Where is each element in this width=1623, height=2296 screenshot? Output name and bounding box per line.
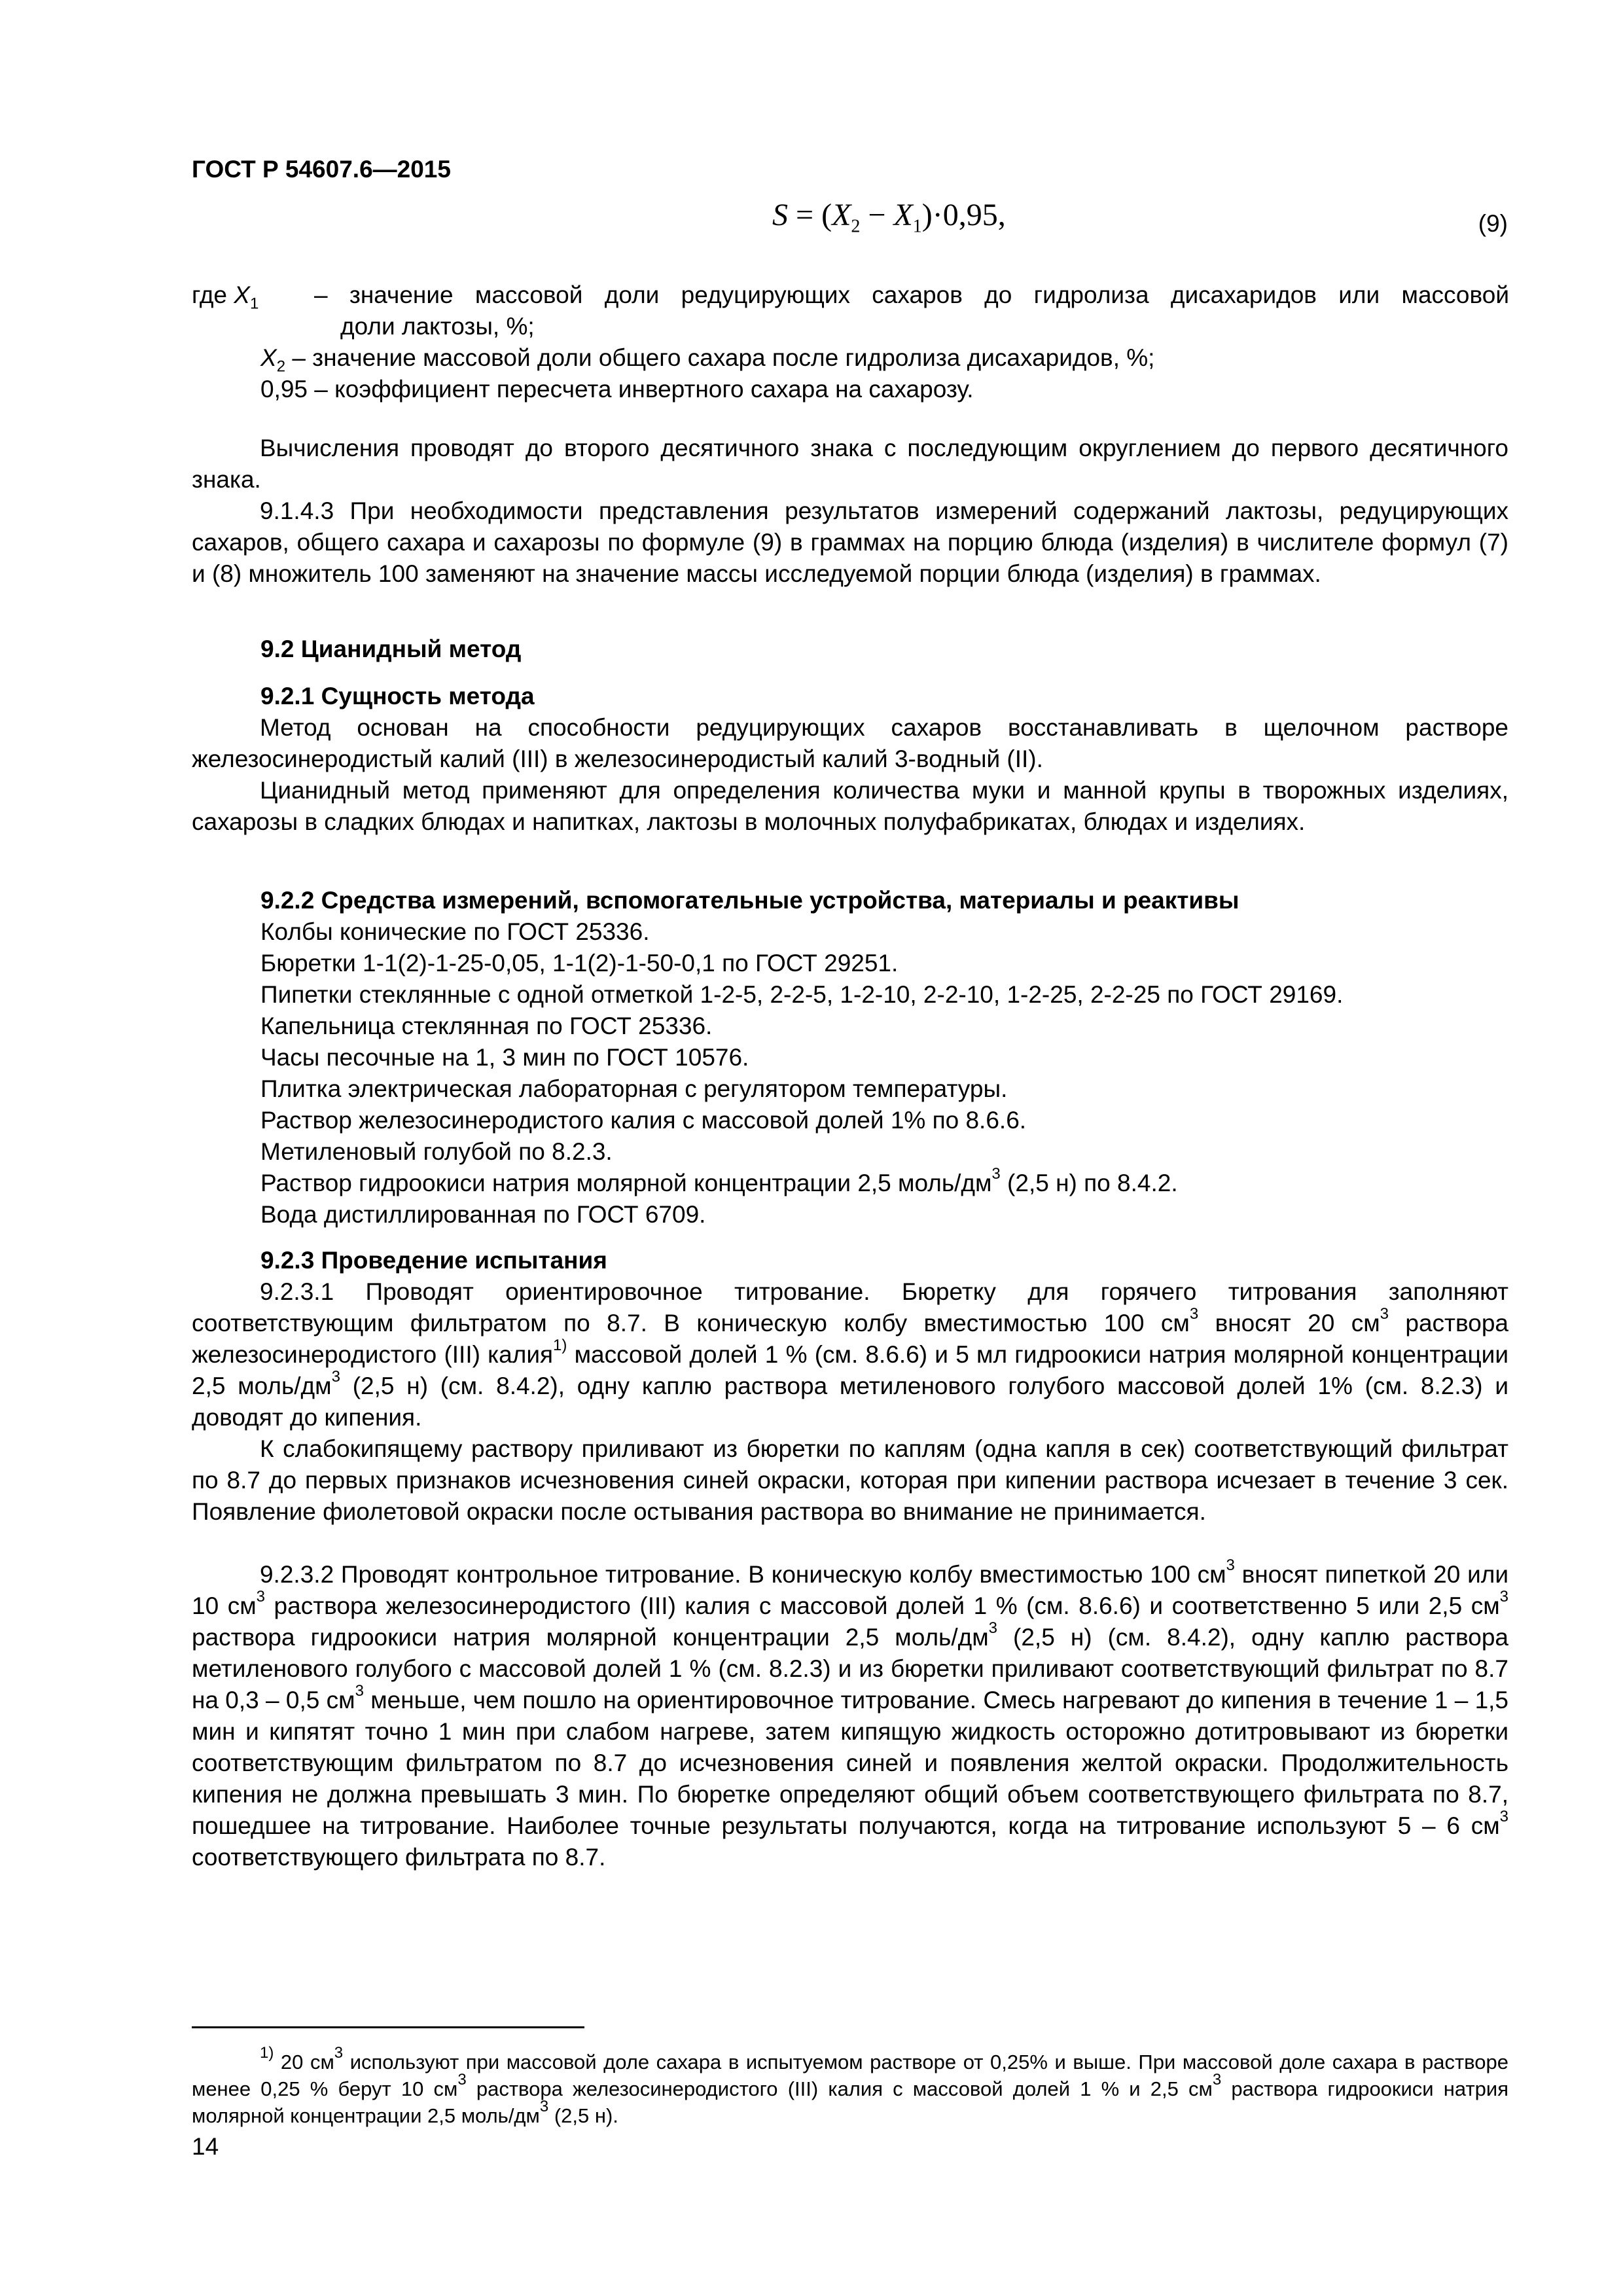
p9232-d: раствора гидроокиси натрия молярной концентрации 2,5 моль/дм — [192, 1624, 989, 1651]
naoh-text-b: (2,5 н) по 8.4.2. — [1000, 1170, 1178, 1196]
formula-open: ( — [821, 198, 832, 232]
formula-eq: = — [788, 198, 822, 232]
footnote-a: 20 см — [274, 2051, 334, 2073]
p9232-sup: 3 — [988, 1619, 997, 1637]
naoh-sup: 3 — [991, 1164, 1001, 1183]
footnote-d: раствора гидроокиси натрия молярной концентрации 2,5 моль/дм — [192, 2077, 1508, 2127]
footnote — [192, 2043, 1508, 2129]
p9231-sup: 3 — [1380, 1304, 1389, 1323]
p9232-e: (2,5 н) (см. 8.4.2), одну каплю раствора метиленового голубого с массовой долей 1 % (см. 8.2.3) и из бюретки приливают соответствующий фильтрат по 8.7 на 0,3 – 0,5 см — [192, 1624, 1508, 1713]
where-x2-symbol: X — [260, 344, 277, 371]
where-x1-desc: – значение массовой доли редуцирующих сахаров до гидролиза дисахаридов или массовой — [314, 281, 1509, 308]
heading-9-2-3: 9.2.3 Проведение испытания — [260, 1247, 607, 1274]
paragraph-9-1-4-3: 9.1.4.3 При необходимости представления результатов измерений содержаний лактозы, редуцирующих сахаров, общего сахара и сахарозы по формуле (9) в граммах на порцию блюда (изделия) в числителе формул (7) и (8) множитель 100 заменяют на значение массы исследуемой порции блюда (изделия) в граммах. — [192, 497, 1508, 587]
p9232-sup: 3 — [1499, 1807, 1508, 1825]
p9232-sup: 3 — [1499, 1587, 1508, 1605]
p9232-a: 9.2.3.2 Проводят контрольное титрование. В коническую колбу вместимостью 100 см — [260, 1561, 1226, 1588]
equipment-item-water: Вода дистиллированная по ГОСТ 6709. — [260, 1201, 706, 1228]
where-intro — [192, 279, 259, 319]
p9231-sup: 3 — [1189, 1304, 1199, 1323]
p9232-c: раствора железосинеродистого (III) калия с массовой долей 1 % (см. 8.6.6) и соответственно 5 или 2,5 см — [265, 1592, 1500, 1619]
where-x2-sub: 2 — [276, 357, 286, 376]
formula-x1-sub: 1 — [912, 216, 922, 237]
heading-9-2-1: 9.2.1 Сущность метода — [260, 683, 535, 709]
equipment-item: Пипетки стеклянные с одной отметкой 1-2-5, 2-2-5, 1-2-10, 2-2-10, 1-2-25, 2-2-25 по ГОСТ 29169. — [260, 981, 1344, 1008]
where-x2-desc: – значение массовой доли общего сахара после гидролиза дисахаридов, %; — [292, 344, 1155, 371]
p9231-d: массовой долей 1 % (см. 8.6.6) и 5 мл гидроокиси натрия молярной концентрации 2,5 моль/дм — [192, 1341, 1508, 1399]
where-intro-text: где — [192, 281, 228, 308]
formula-close: ) — [921, 198, 933, 232]
equipment-item: Метиленовый голубой по 8.2.3. — [260, 1138, 613, 1165]
paragraph-9-2-3-2 — [192, 1556, 1509, 1873]
where-x1-desc-2: доли лактозы, %; — [340, 313, 535, 340]
p9232-b: вносят пипеткой 20 или 10 см — [192, 1561, 1508, 1619]
p9231-c: раствора железосинеродистого (III) калия — [192, 1310, 1508, 1368]
where-coefficient: 0,95 – коэффициент пересчета инвертного сахара на сахарозу. — [260, 376, 974, 403]
equipment-item: Колбы конические по ГОСТ 25336. — [260, 918, 650, 945]
equipment-item: Капельница стеклянная по ГОСТ 25336. — [260, 1013, 713, 1039]
paragraph-9-2-1-b: Цианидный метод применяют для определения количества муки и манной крупы в творожных изделиях, сахарозы в сладких блюдах и напитках, лактозы в молочных полуфабрикатах, блюдах и изделиях. — [192, 777, 1508, 835]
formula-9 — [772, 200, 1006, 243]
formula-x1: X — [893, 198, 913, 232]
where-x1-symbol: X — [234, 281, 250, 308]
p9232-f: меньше, чем пошло на ориентировочное титрование. Смесь нагревают до кипения в течение 1 – 1,5 мин и кипятят точно 1 мин при слабом нагреве, затем кипящую жидкость осторожно дотитровывают из бюретки соответствующим фильтратом по 8.7 до исчезновения синей и появления желтой окраски. Продолжительность кипения не должна превышать 3 мин. По бюретке определяют общий объем соответствующего фильтрата по 8.7, пошедшее на титрование. Наиболее точные результаты получаются, когда на титрование используют 5 – 6 см — [192, 1687, 1509, 1839]
footnote-sup: 3 — [334, 2043, 344, 2062]
footnote-sup: 3 — [539, 2097, 549, 2115]
footnote-sup: 3 — [1212, 2070, 1222, 2089]
equipment-item: Плитка электрическая лабораторная с регулятором температуры. — [260, 1075, 1008, 1102]
where-x1-sub: 1 — [249, 295, 259, 313]
footnote-sup: 3 — [457, 2070, 467, 2089]
formula-x2: X — [832, 198, 851, 232]
equipment-item-naoh — [260, 1164, 1510, 1199]
footnote-separator — [192, 2026, 584, 2028]
page-number: 14 — [192, 2133, 219, 2160]
formula-minus: − — [860, 198, 894, 232]
footnote-mark: 1) — [260, 2043, 274, 2062]
p9232-g: соответствующего фильтрата по 8.7. — [192, 1844, 606, 1871]
p9231-sup: 3 — [331, 1367, 340, 1386]
p9231-b: вносят 20 см — [1198, 1310, 1380, 1336]
footnote-e: (2,5 н). — [548, 2104, 618, 2127]
equipment-item: Часы песочные на 1, 3 мин по ГОСТ 10576. — [260, 1044, 749, 1071]
p9231-e: (2,5 н) (см. 8.4.2), одну каплю раствора метиленового голубого массовой долей 1% (см. 8.2.3) и доводят до кипения. — [192, 1372, 1508, 1431]
paragraph-9-2-3-1 — [192, 1276, 1508, 1433]
paragraph-9-2-3-1-b: К слабокипящему раствору приливают из бюретки по каплям (одна капля в сек) соответствующий фильтрат по 8.7 до первых признаков исчезновения синей окраски, которая при кипении раствора исчезает в течение 3 сек. Появление фиолетовой окраски после остывания раствора во внимание не принимается. — [192, 1435, 1508, 1525]
footnote-ref[interactable]: 1) — [553, 1336, 567, 1354]
footnote-b: используют при массовой доле сахара в испытуемом растворе от 0,25% и выше. При массовой доле сахара в растворе менее 0,25 % берут 10 см — [192, 2051, 1508, 2100]
footnote-c: раствора железосинеродистого (III) калия с массовой долей 1 % и 2,5 см — [466, 2077, 1213, 2100]
equipment-item: Бюретки 1-1(2)-1-25-0,05, 1-1(2)-1-50-0,1 по ГОСТ 29251. — [260, 950, 899, 977]
formula-tail: ·0,95, — [932, 198, 1006, 232]
document-header: ГОСТ Р 54607.6—2015 — [192, 156, 451, 183]
heading-9-2-2: 9.2.2 Средства измерений, вспомогательные устройства, материалы и реактивы — [260, 887, 1240, 914]
p9232-sup: 3 — [256, 1587, 265, 1605]
p9231-a: 9.2.3.1 Проводят ориентировочное титрование. Бюретку для горячего титрования заполняют соответствующим фильтратом по 8.7. В коническую колбу вместимостью 100 см — [192, 1278, 1508, 1336]
paragraph-9-2-1-a: Метод основан на способности редуцирующих сахаров восстанавливать в щелочном растворе железосинеродистый калий (III) в железосинеродистый калий 3-водный (II). — [192, 714, 1508, 772]
p9232-sup: 3 — [1226, 1556, 1235, 1574]
formula-x2-sub: 2 — [851, 216, 861, 237]
formula-number: (9) — [1478, 210, 1508, 237]
formula-s: S — [772, 198, 788, 232]
paragraph-calculation: Вычисления проводят до второго десятичного знака с последующим округлением до первого десятичного знака. — [192, 435, 1508, 493]
equipment-item: Раствор железосинеродистого калия с массовой долей 1% по 8.6.6. — [260, 1107, 1027, 1134]
heading-9-2: 9.2 Цианидный метод — [260, 636, 522, 662]
naoh-text-a: Раствор гидроокиси натрия молярной концентрации 2,5 моль/дм — [260, 1170, 992, 1196]
p9232-sup: 3 — [355, 1681, 364, 1700]
